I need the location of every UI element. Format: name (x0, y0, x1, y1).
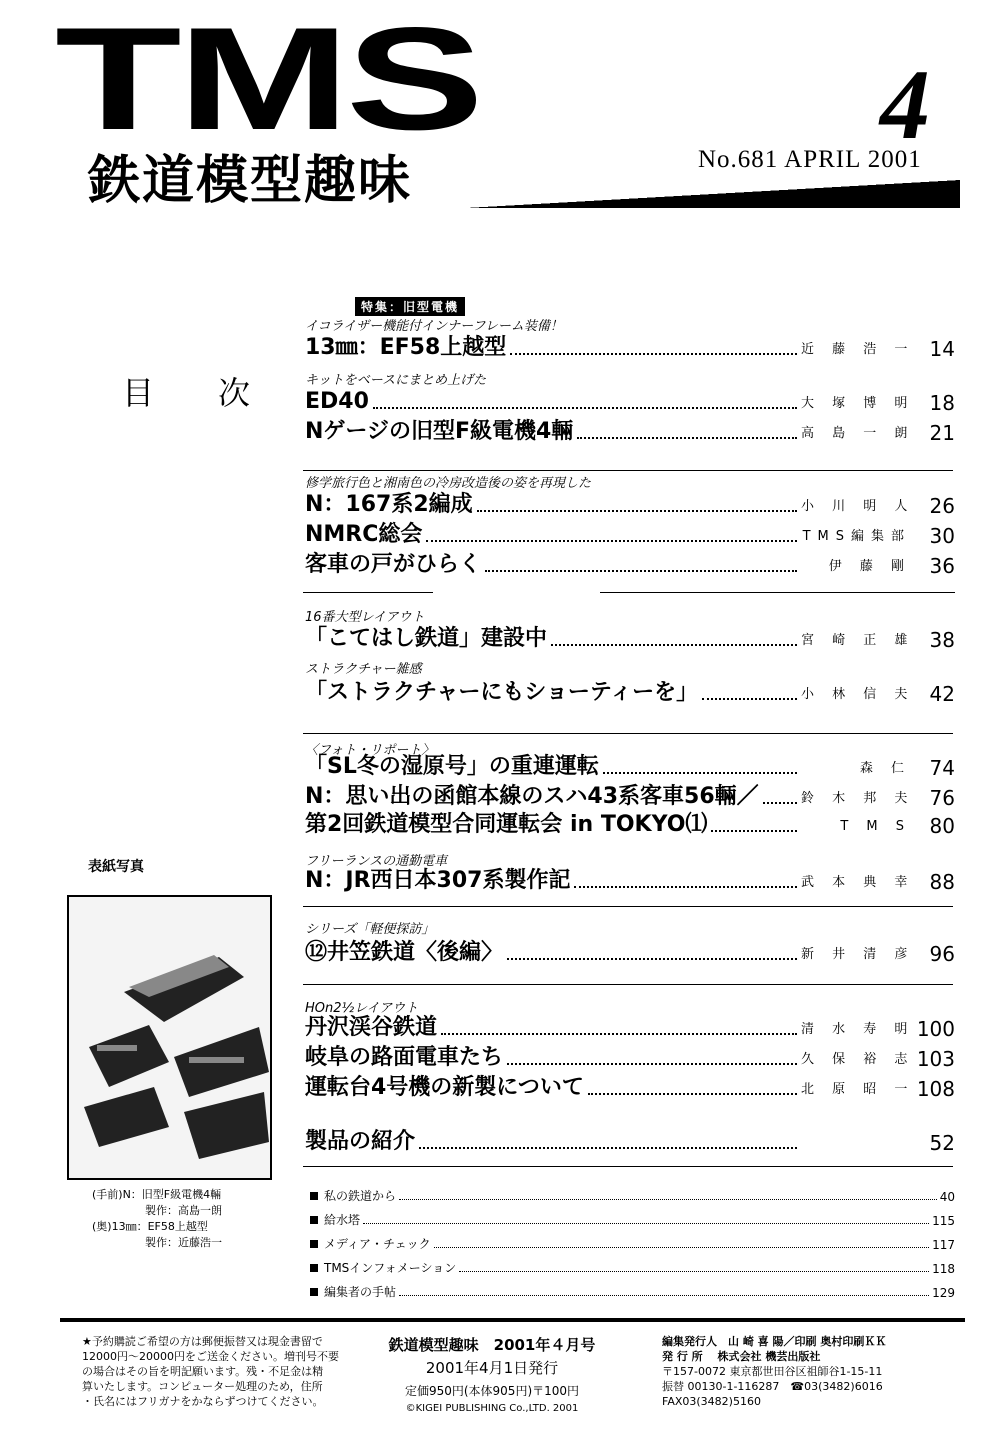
article-title: 客車の戸がひらく (305, 552, 482, 577)
leader-dots (441, 1033, 797, 1035)
minor-entry (310, 1280, 955, 1300)
article-page: 103 (916, 1047, 955, 1071)
article-page: 30 (929, 524, 955, 548)
contents-title: 目 次 (122, 375, 279, 411)
publisher-line: 発 行 所 株式会社 機芸出版社 (662, 1350, 821, 1363)
leader-dots (434, 1247, 929, 1248)
article-title: NMRC総会 (305, 522, 423, 547)
article-title: N：JR西日本307系製作記 (305, 868, 571, 893)
leader-dots (577, 437, 797, 439)
leader-dots (399, 1295, 929, 1296)
article-page: 74 (929, 756, 955, 780)
leader-dots (477, 510, 797, 512)
leader-dots (711, 830, 797, 832)
article-author: 鈴 木 邦 夫 (801, 791, 915, 806)
article-title: N：思い出の函館本線のスハ43系客車56輛／ (305, 784, 759, 809)
bullet-icon (310, 1240, 318, 1248)
issue-number: 4 (880, 49, 930, 160)
magazine-logo: TMS (55, 0, 480, 160)
article-page: 88 (929, 870, 955, 894)
notice-line: 算いたします。コンピューター処理のため，住所 (82, 1380, 323, 1393)
issue-line: No.681 APRIL 2001 (698, 146, 922, 173)
article-page: 14 (929, 337, 955, 361)
cover-caption: 製作：高島一朗 (145, 1204, 222, 1217)
article-author: 大 塚 博 明 (801, 396, 915, 411)
article-author: TMS編集部 (802, 529, 911, 544)
toc-entry (305, 1127, 955, 1155)
article-title: ⑫井笠鉄道〈後編〉 (305, 940, 504, 965)
toc-entry (305, 938, 955, 966)
leader-dots (426, 540, 797, 542)
article-author: 小 川 明 人 (801, 499, 915, 514)
copyright: ©KIGEI PUBLISHING Co.,LTD. 2001 (405, 1403, 579, 1414)
cover-caption: (手前)N：旧型F級電機4輛 (92, 1188, 222, 1201)
article-kicker: 16番大型レイアウト (305, 610, 425, 625)
toc-entry (305, 1073, 955, 1101)
article-title: 「こてはし鉄道」建設中 (305, 626, 548, 651)
toc-entry (305, 417, 955, 445)
minor-page: 118 (932, 1262, 955, 1276)
leader-dots (574, 886, 797, 888)
toc-entry (305, 624, 955, 652)
article-title: 第2回鉄道模型合同運転会 in TOKYO⑴ (305, 812, 708, 837)
article-page: 100 (916, 1017, 955, 1041)
notice-line: の場合はその旨を明記願います。残・不足金は精 (82, 1365, 324, 1378)
article-kicker: キットをベースにまとめ上げた (305, 373, 487, 388)
article-author: 清 水 寿 明 (801, 1022, 915, 1037)
article-page: 80 (929, 814, 955, 838)
publisher-line: FAX03(3482)5160 (662, 1395, 761, 1408)
section-divider (303, 733, 953, 734)
magazine-subtitle: 鉄道模型趣味 (88, 151, 413, 211)
cover-photo (67, 895, 272, 1180)
article-author: 小 林 信 夫 (801, 687, 915, 702)
article-title: N：167系2編成 (305, 492, 473, 517)
leader-dots (419, 1147, 797, 1149)
toc-entry (305, 810, 955, 838)
article-title: 「SL冬の湿原号」の重連運転 (305, 754, 599, 779)
leader-dots (603, 772, 797, 774)
price: 定価950円(本体905円)〒100円 (404, 1384, 580, 1398)
article-kicker: ストラクチャー雑感 (305, 662, 422, 677)
article-author: 宮 崎 正 雄 (801, 633, 915, 648)
minor-entry (310, 1256, 955, 1276)
article-page: 36 (929, 554, 955, 578)
article-page: 26 (929, 494, 955, 518)
article-title: 岐阜の路面電車たち (305, 1045, 504, 1070)
minor-page: 117 (932, 1238, 955, 1252)
subscription-notice (82, 1334, 339, 1409)
section-divider (600, 592, 955, 593)
notice-line: ★予約購読ご希望の方は郵便振替又は現金書留で (82, 1335, 323, 1348)
bullet-icon (310, 1288, 318, 1296)
leader-dots (551, 644, 797, 646)
minor-label: TMSインフォメーション (324, 1261, 457, 1275)
notice-line: 12000円〜20000円をご送金ください。増刊号不要 (82, 1350, 339, 1363)
minor-entry (310, 1208, 955, 1228)
leader-dots (510, 353, 797, 355)
article-page: 18 (929, 391, 955, 415)
article-title: 「ストラクチャーにもショーティーを」 (305, 680, 699, 705)
section-divider (303, 592, 433, 593)
minor-entry (310, 1184, 955, 1204)
leader-dots (507, 1063, 797, 1065)
article-kicker: 修学旅行色と湘南色の冷房改造後の姿を再現した (305, 476, 592, 491)
leader-dots (507, 958, 797, 960)
publisher-info (662, 1334, 886, 1409)
toc-entry (305, 333, 955, 361)
bullet-icon (310, 1216, 318, 1224)
toc-entry (305, 678, 955, 706)
article-kicker: HOn2½レイアウト (305, 1001, 419, 1016)
section-divider (303, 984, 953, 985)
magazine-issue: 鉄道模型趣味 2001年４月号 (388, 1336, 596, 1354)
minor-page: 115 (932, 1214, 955, 1228)
toc-entry (305, 1043, 955, 1071)
feature-tag: 特集：旧型電機 (355, 297, 465, 316)
article-author: 武 本 典 幸 (801, 875, 915, 890)
article-page: 76 (929, 786, 955, 810)
publisher-line: 〒157-0072 東京都世田谷区祖師谷1-15-11 (662, 1365, 883, 1378)
article-author: 北 原 昭 一 (801, 1082, 915, 1097)
leader-dots (485, 570, 797, 572)
article-author: 伊 藤 剛 (828, 559, 911, 574)
article-page: 38 (929, 628, 955, 652)
article-page: 21 (929, 421, 955, 445)
article-title: ED40 (305, 389, 369, 414)
article-kicker: シリーズ「軽便探訪」 (305, 922, 435, 937)
leader-dots (399, 1199, 937, 1200)
section-divider (303, 1166, 953, 1167)
toc-entry (305, 782, 955, 810)
article-page: 52 (929, 1131, 955, 1155)
toc-entry (305, 490, 955, 518)
minor-page: 40 (939, 1190, 955, 1204)
toc-entry (305, 387, 955, 415)
article-page: 42 (929, 682, 955, 706)
leader-dots (702, 698, 797, 700)
footer-rule (60, 1318, 965, 1322)
article-author: 新 井 清 彦 (801, 947, 915, 962)
minor-label: メディア・チェック (324, 1237, 431, 1251)
bullet-icon (310, 1264, 318, 1272)
toc-entry (305, 550, 955, 578)
minor-label: 編集者の手帖 (324, 1285, 397, 1299)
article-title: 運転台4号機の新製について (305, 1075, 584, 1100)
leader-dots (763, 802, 797, 804)
article-kicker: フリーランスの通勤電車 (305, 854, 448, 869)
toc-entry (305, 1013, 955, 1041)
toc-entry (305, 520, 955, 548)
publisher-line: 振替 00130-1-116287 ☎03(3482)6016 (662, 1380, 883, 1393)
article-author: 高 島 一 朗 (801, 426, 915, 441)
header-wedge (466, 180, 960, 208)
article-title: 丹沢渓谷鉄道 (305, 1015, 438, 1040)
cover-label: 表紙写真 (88, 859, 144, 875)
article-page: 96 (929, 942, 955, 966)
toc-entry (305, 752, 955, 780)
cover-caption: (奥)13㎜：EF58上越型 (92, 1220, 208, 1233)
leader-dots (459, 1271, 929, 1272)
section-divider (303, 470, 953, 471)
leader-dots (363, 1223, 929, 1224)
cover-caption: 製作：近藤浩一 (145, 1236, 222, 1249)
publish-date: 2001年4月1日発行 (425, 1359, 559, 1377)
leader-dots (373, 407, 797, 409)
minor-label: 給水塔 (324, 1213, 361, 1227)
minor-entry (310, 1232, 955, 1252)
article-author: T M S (840, 819, 911, 834)
bullet-icon (310, 1192, 318, 1200)
leader-dots (588, 1093, 797, 1095)
article-kicker: 〈フォト・リポート〉 (305, 743, 435, 758)
issue-info (362, 1334, 622, 1414)
article-author: 森 仁 (859, 761, 911, 776)
article-title: 製品の紹介 (305, 1129, 416, 1154)
minor-page: 129 (932, 1286, 955, 1300)
article-kicker: イコライザー機能付インナーフレーム装備！ (305, 319, 563, 334)
section-divider (303, 906, 953, 907)
notice-line: ・氏名にはフリガナをかならずつけてください。 (82, 1395, 324, 1408)
article-page: 108 (916, 1077, 955, 1101)
article-title: 13㎜：EF58上越型 (305, 335, 507, 360)
minor-label: 私の鉄道から (324, 1189, 397, 1203)
article-title: Nゲージの旧型F級電機4輛 (305, 419, 574, 444)
publisher-line: 編集発行人 山 崎 喜 陽／印刷 奥村印刷ＫＫ (662, 1335, 887, 1348)
article-author: 近 藤 浩 一 (801, 342, 915, 357)
toc-entry (305, 866, 955, 894)
article-author: 久 保 裕 志 (801, 1052, 915, 1067)
